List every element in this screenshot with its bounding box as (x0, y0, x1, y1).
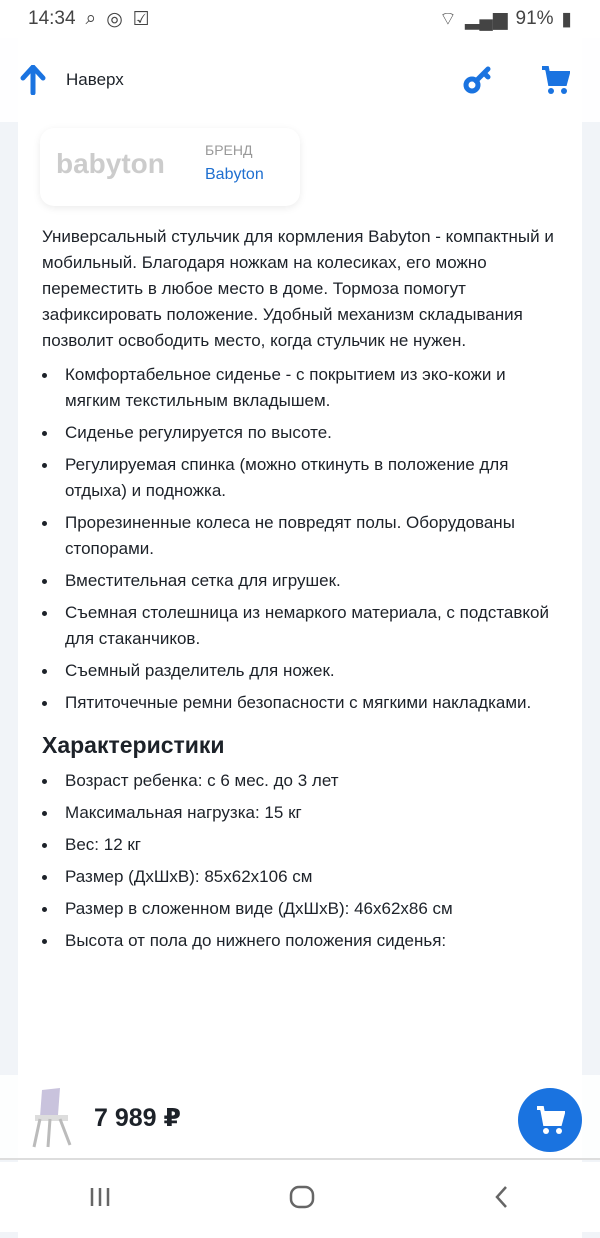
key-icon[interactable] (462, 65, 492, 95)
system-nav-bar (0, 1162, 600, 1232)
feature-item: Регулируемая спинка (можно откинуть в положение для отдыха) и подножка. (42, 452, 562, 504)
clock: 14:34 (28, 8, 76, 29)
specs-list (42, 768, 562, 954)
brand-card[interactable] (40, 128, 300, 206)
recent-apps-icon[interactable] (88, 1186, 112, 1208)
spec-item: Вес: 12 кг (42, 832, 562, 858)
top-bar (0, 38, 600, 122)
add-to-cart-button[interactable] (518, 1088, 582, 1152)
spec-item: Размер (ДхШхВ): 85x62x106 см (42, 864, 562, 890)
feature-item: Пятиточечные ремни безопасности с мягкими накладками. (42, 690, 562, 716)
wifi-icon: ⌔ (438, 9, 457, 30)
brand-link[interactable]: Babyton (205, 166, 264, 183)
status-bar (0, 0, 600, 38)
spec-item: Размер в сложенном виде (ДхШхВ): 46x62x86 см (42, 896, 562, 922)
cart-icon (535, 1105, 565, 1135)
battery-icon: ▮ (561, 8, 572, 30)
spec-item: Максимальная нагрузка: 15 кг (42, 800, 562, 826)
back-icon[interactable] (492, 1185, 512, 1209)
description-text: Универсальный стульчик для кормления Babyton - компактный и мобильный. Благодаря ножкам на колесиках, его можно переместить в любое место в доме. Тормоза помогут зафиксировать положение. Удобный механизм складывания позволит освободить место, когда стульчик не нужен. (42, 227, 554, 350)
battery-text: 91% (515, 8, 554, 29)
checkbox-icon: ☑ (132, 8, 150, 30)
scroll-top-link[interactable]: Наверх (66, 70, 124, 89)
spec-item: Возраст ребенка: с 6 мес. до 3 лет (42, 768, 562, 794)
home-icon[interactable] (289, 1185, 315, 1209)
brand-logo: babyton (56, 148, 165, 179)
feature-item: Съемная столешница из немаркого материала, с подставкой для стаканчиков. (42, 600, 562, 652)
arrow-up-icon[interactable] (20, 65, 46, 95)
specs-heading: Характеристики (42, 732, 225, 758)
product-thumbnail (30, 1085, 75, 1150)
feature-item: Вместительная сетка для игрушек. (42, 568, 562, 594)
search-icon: ⌕ (85, 8, 97, 29)
feature-item: Прорезиненные колеса не повредят полы. Оборудованы стопорами. (42, 510, 562, 562)
instagram-icon: ◎ (106, 8, 123, 30)
cart-icon[interactable] (540, 65, 570, 95)
price: 7 989 ₽ (94, 1104, 181, 1132)
product-description (42, 224, 562, 960)
feature-item: Комфортабельное сиденье - с покрытием из эко-кожи и мягким текстильным вкладышем. (42, 362, 562, 414)
buy-bar (0, 1075, 600, 1160)
brand-label: БРЕНД (205, 142, 253, 158)
spec-item: Высота от пола до нижнего положения сиденья: (42, 928, 562, 954)
signal-icon: ▂▄▆ (464, 8, 508, 30)
features-list (42, 362, 562, 716)
feature-item: Сиденье регулируется по высоте. (42, 420, 562, 446)
feature-item: Съемный разделитель для ножек. (42, 658, 562, 684)
